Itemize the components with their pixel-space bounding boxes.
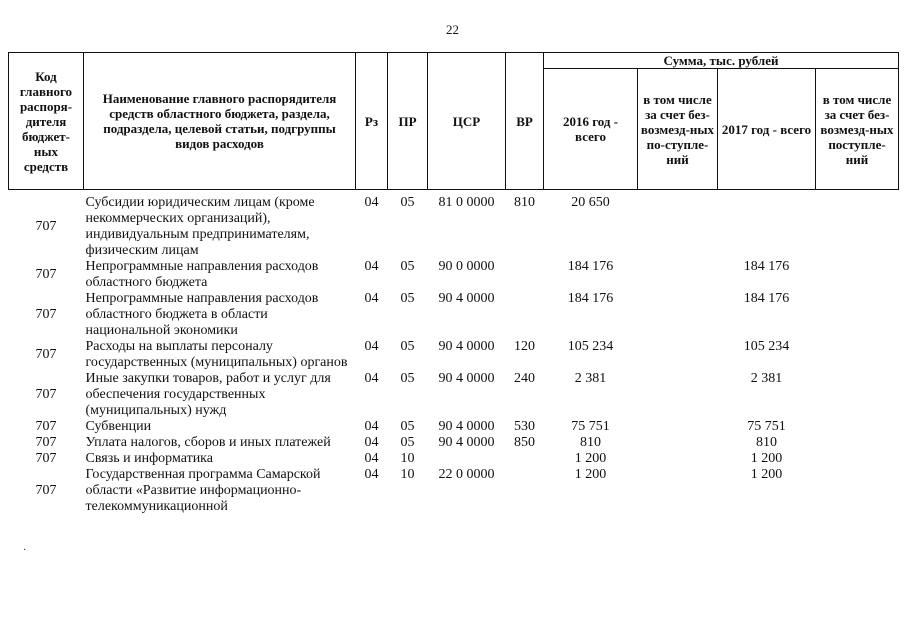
- cell-vr: 850: [514, 435, 535, 450]
- table-row: [9, 467, 899, 515]
- cell-pr: 05: [400, 195, 415, 210]
- cell-name: Непрограммные направления расходов областного бюджета в области национальной экономики: [85, 291, 319, 338]
- header-code: Код главного распоря-дителя бюджет-ных средств: [9, 53, 84, 190]
- cell-2016-free: [638, 195, 718, 259]
- page-number: 22: [446, 22, 459, 37]
- cell-2017-free: [816, 259, 899, 291]
- cell-rz: 04: [364, 419, 379, 434]
- cell-2016-total: 20 650: [571, 195, 610, 210]
- cell-rz: 04: [364, 435, 379, 450]
- cell-2017-total: 105 234: [743, 339, 790, 354]
- cell-csr: 90 4 0000: [438, 291, 495, 306]
- cell-2017-free: [816, 419, 899, 435]
- cell-vr: 240: [514, 371, 535, 386]
- cell-vr: 810: [514, 195, 535, 210]
- cell-rz: 04: [364, 371, 379, 386]
- cell-2016-total: 1 200: [574, 451, 607, 466]
- cell-pr: 05: [400, 291, 415, 306]
- cell-2017-free: [816, 195, 899, 259]
- cell-code: 707: [35, 435, 57, 450]
- cell-name: Уплата налогов, сборов и иных платежей: [85, 435, 331, 450]
- cell-rz: 04: [364, 467, 379, 482]
- cell-vr: [506, 451, 544, 467]
- header-2017-free: в том числе за счет без-возмезд-ных поступле-ний: [816, 69, 899, 190]
- table-row: [9, 339, 899, 371]
- table-row: [9, 371, 899, 419]
- table-row: [9, 259, 899, 291]
- cell-vr: 120: [514, 339, 535, 354]
- table-row: [9, 435, 899, 451]
- cell-rz: 04: [364, 291, 379, 306]
- cell-2017-free: [816, 339, 899, 371]
- cell-name: Субсидии юридическим лицам (кроме некоммерческих организаций), индивидуальным предпринимателям, физическим лицам: [85, 195, 315, 258]
- cell-code: 707: [35, 307, 57, 322]
- cell-name: Связь и информатика: [85, 451, 213, 466]
- cell-2017-free: [816, 291, 899, 339]
- cell-2016-free: [638, 451, 718, 467]
- cell-code: 707: [35, 347, 57, 362]
- table-row: [9, 451, 899, 467]
- cell-2017-total: 75 751: [747, 419, 786, 434]
- table-row: [9, 291, 899, 339]
- header-csr: ЦСР: [428, 53, 506, 190]
- cell-2017-free: [816, 451, 899, 467]
- cell-name: Иные закупки товаров, работ и услуг для обеспечения государственных (муниципальных) нужд: [85, 371, 331, 418]
- cell-2016-free: [638, 291, 718, 339]
- cell-pr: 10: [400, 451, 415, 466]
- cell-pr: 05: [400, 435, 415, 450]
- cell-pr: 05: [400, 339, 415, 354]
- cell-csr: 81 0 0000: [438, 195, 495, 210]
- cell-2017-total: 184 176: [743, 291, 790, 306]
- table-row: [9, 419, 899, 435]
- cell-2016-total: 75 751: [571, 419, 610, 434]
- cell-csr: 90 4 0000: [438, 419, 495, 434]
- cell-2016-total: 105 234: [567, 339, 614, 354]
- cell-vr: 530: [514, 419, 535, 434]
- cell-rz: 04: [364, 195, 379, 210]
- cell-2016-total: 184 176: [567, 291, 614, 306]
- cell-name: Государственная программа Самарской области «Развитие информационно-телекоммуникационной: [85, 467, 321, 514]
- cell-2016-free: [638, 371, 718, 419]
- cell-2016-free: [638, 435, 718, 451]
- header-rz: Рз: [356, 53, 388, 190]
- cell-rz: 04: [364, 259, 379, 274]
- cell-2016-free: [638, 339, 718, 371]
- cell-2016-free: [638, 259, 718, 291]
- cell-csr: 90 4 0000: [438, 371, 495, 386]
- header-2017-total: 2017 год - всего: [718, 69, 816, 190]
- cell-2016-total: 1 200: [574, 467, 607, 482]
- budget-table: [8, 52, 899, 515]
- cell-2016-total: 810: [580, 435, 601, 450]
- table-header: [9, 53, 899, 190]
- header-pr: ПР: [388, 53, 428, 190]
- table-body: [9, 190, 899, 516]
- cell-name: Непрограммные направления расходов областного бюджета: [85, 259, 319, 290]
- cell-code: 707: [35, 387, 57, 402]
- cell-2017-total: 1 200: [750, 451, 783, 466]
- cell-code: 707: [35, 419, 57, 434]
- cell-csr: 90 0 0000: [438, 259, 495, 274]
- cell-csr: 90 4 0000: [438, 435, 495, 450]
- cell-pr: 05: [400, 259, 415, 274]
- cell-vr: [506, 259, 544, 291]
- header-sum-group: Сумма, тыс. рублей: [544, 53, 899, 69]
- cell-2017-total: 1 200: [750, 467, 783, 482]
- cell-2017-free: [816, 371, 899, 419]
- cell-pr: 05: [400, 371, 415, 386]
- cell-2017-free: [816, 467, 899, 515]
- cell-2016-free: [638, 419, 718, 435]
- cell-2016-total: 184 176: [567, 259, 614, 274]
- header-name: Наименование главного распорядителя средств областного бюджета, раздела, подраздела, целевой статьи, подгруппы видов расходов: [84, 53, 356, 190]
- cell-code: 707: [35, 219, 57, 234]
- cell-2017-total: 810: [756, 435, 777, 450]
- cell-name: Расходы на выплаты персоналу государственных (муниципальных) органов: [85, 339, 348, 370]
- table-row: [9, 195, 899, 259]
- cell-csr: 90 4 0000: [438, 339, 495, 354]
- cell-2016-total: 2 381: [574, 371, 607, 386]
- cell-vr: [506, 467, 544, 515]
- cell-name: Субвенции: [85, 419, 152, 434]
- cell-code: 707: [35, 483, 57, 498]
- cell-pr: 05: [400, 419, 415, 434]
- cell-code: 707: [35, 451, 57, 466]
- cell-rz: 04: [364, 339, 379, 354]
- cell-2017-total: 2 381: [750, 371, 783, 386]
- header-2016-free: в том числе за счет без-возмезд-ных по-ступле-ний: [638, 69, 718, 190]
- cell-code: 707: [35, 267, 57, 282]
- cell-csr: 22 0 0000: [438, 467, 495, 482]
- scan-speck: ·: [23, 545, 27, 556]
- cell-2017-free: [816, 435, 899, 451]
- header-vr: ВР: [506, 53, 544, 190]
- cell-rz: 04: [364, 451, 379, 466]
- cell-2017-total: [718, 195, 816, 259]
- cell-pr: 10: [400, 467, 415, 482]
- cell-2017-total: 184 176: [743, 259, 790, 274]
- header-2016-total: 2016 год - всего: [544, 69, 638, 190]
- cell-2016-free: [638, 467, 718, 515]
- cell-csr: [428, 451, 506, 467]
- cell-vr: [506, 291, 544, 339]
